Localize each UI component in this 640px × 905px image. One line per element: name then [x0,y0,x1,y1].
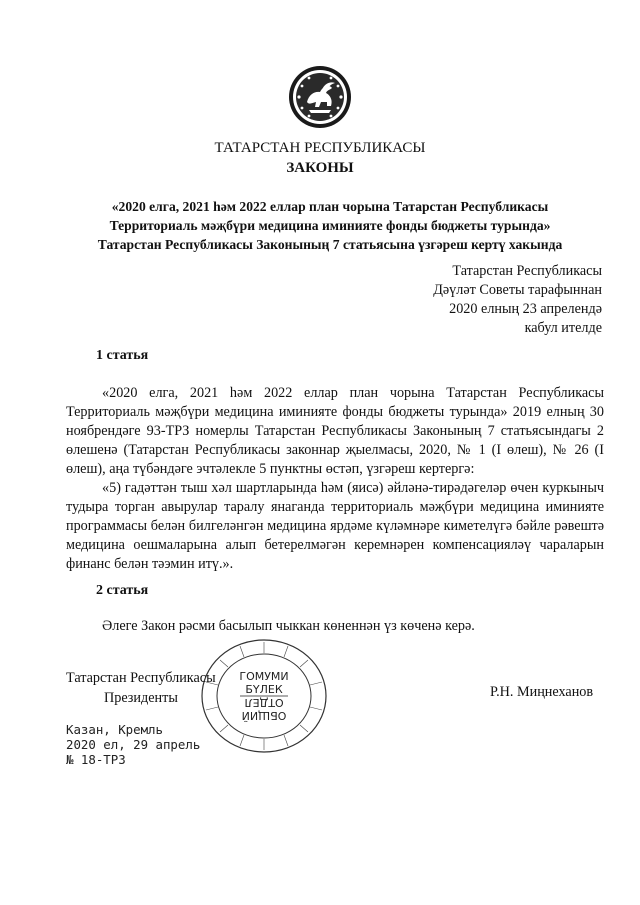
stamp-text: ОТДЕЛ [244,696,284,709]
adoption-line: Татарстан Республикасы [452,263,602,279]
stamp-text: ОБЩИЙ [241,709,287,722]
article-1-amendment-text: «5) гадәттән тыш хәл шартларында һәм (яисә) әйләнә-тирәдәгеләр өчен куркыныч тудыра торган авырулар таралу янаганда территориаль мәҗбүри медицина иминияте программасы белән билгеләнгән медицина ярдәме күләмнәре киметелүгә бәйле рәвештә медицина оешмаларына алып бетерелмәгән керемнәрен компенсацияләү чараларын финанс белән тәэмин итү.». [66,480,604,572]
adoption-line: 2020 елның 23 апрелендә [449,301,602,317]
adoption-line: кабул ителде [524,320,602,336]
signatory-position [66,668,216,708]
law-title-line: Территориаль мәҗбүри медицина иминияте фонды бюджеты турында» [109,218,551,233]
article-1-body [66,384,604,574]
republic-heading: ТАТАРСТАН РЕСПУБЛИКАСЫ [214,140,426,156]
adoption-note [342,262,602,338]
document-header [0,138,640,178]
document-type-heading: ЗАКОНЫ [286,160,354,176]
signatory-name: Р.Н. Миңнеханов [490,684,594,700]
law-number: № 18-ТРЗ [66,752,126,767]
article-1-heading: 1 статья [96,348,149,363]
official-stamp [198,636,330,756]
law-title-line: Татарстан Республикасы Законының 7 статьясына үзгәреш кертү хакында [97,237,563,252]
law-title [62,197,598,254]
stamp-text: ГОМУМИ [239,670,289,683]
signing-place: Казан, Кремль [66,722,163,737]
signatory-position-line: Татарстан Республикасы [66,670,216,686]
signatory-position-line: Президенты [104,690,178,706]
stamp-text: БҮЛЕК [245,683,283,696]
law-title-line: «2020 елга, 2021 һәм 2022 еллар план чорына Татарстан Республикасы [111,199,549,214]
article-2-paragraph: Әлеге Закон рәсми басылып чыккан көненнән үз көченә керә. [102,618,475,634]
place-date-block [66,722,200,767]
adoption-line: Дәүләт Советы тарафыннан [433,282,602,298]
article-2-heading: 2 статья [96,583,149,598]
article-1-paragraph: «2020 елга, 2021 һәм 2022 еллар план чорына Татарстан Республикасы Территориаль мәҗбүри медицина иминияте фонды бюджеты турында» 2019 елның 30 ноябрендәге 93-ТРЗ номерлы Татарстан Республикасы Законының 7 статьясындагы 2 өлешенә (Татарстан Республикасы законнар җыелмасы, 2020, № 1 (I өлеш), № 26 (I өлеш), аңа түбәндәге эчтәлекле 5 пунктны өстәп, үзгәреш кертергә: [66,385,604,477]
signing-date: 2020 ел, 29 апрель [66,737,201,752]
tatarstan-emblem-icon [287,64,353,130]
